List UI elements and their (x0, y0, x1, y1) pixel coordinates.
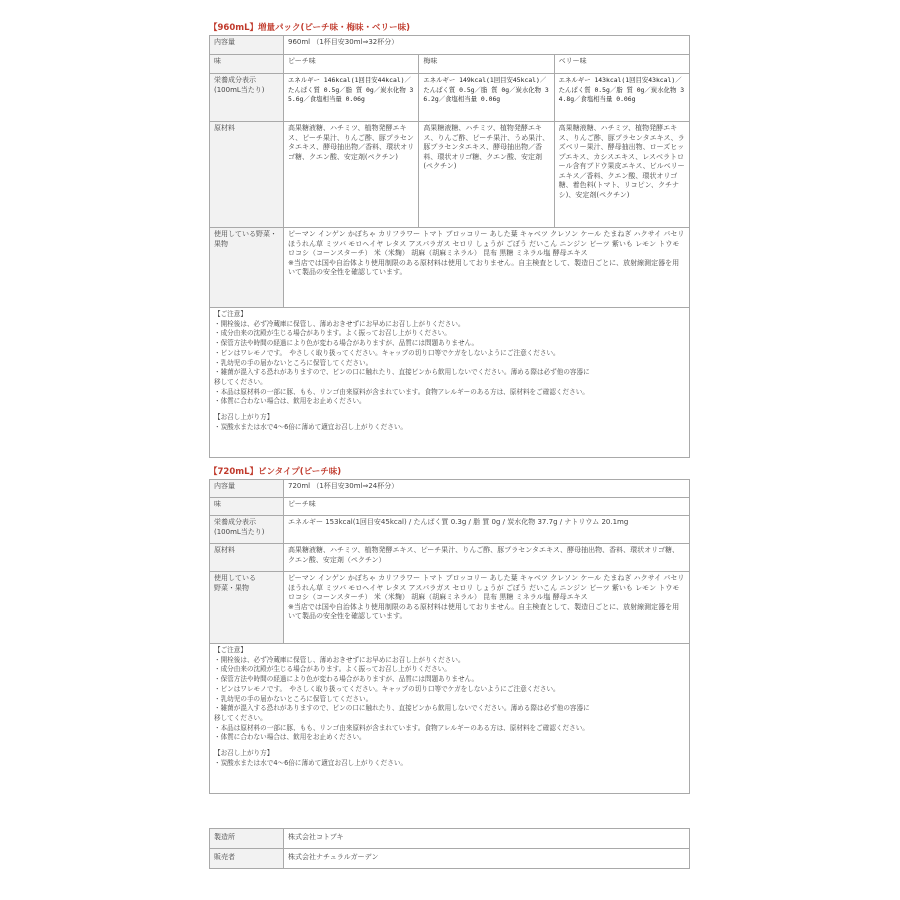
table-row (210, 516, 690, 544)
caution-line: ・保管方法や時間の経過により色が変わる場合がありますが、品質には問題ありません。 (214, 675, 479, 684)
caution-line: ・ビンはワレモノです。 やさしく取り扱ってください。キャップの切り口等でケガをしないようにご注意ください。 (214, 684, 560, 693)
table-row (210, 228, 690, 308)
table-row (210, 498, 690, 516)
ingredients-value-2: 高果糖液糖、ハチミツ、植物発酵エキス、ピーチ果汁、りんご酢、豚プラセンタエキス、酵母抽出物、香料、環状オリゴ糖、クエン酸、安定剤（ペクチン） (284, 544, 690, 572)
caution-heading-2: 【ご注意】 (214, 646, 247, 654)
page-content (209, 0, 690, 869)
nutrition-label: 栄養成分表示 (100mL当たり) (210, 74, 284, 122)
caution-line: ・成分由来の沈殿が生じる場合があります。よく振ってお召し上がりください。 (214, 329, 451, 338)
caution-line: ・開栓後は、必ず冷蔵庫に保管し、薄めおきせずにお早めにお召し上がりください。 (214, 319, 465, 328)
ingredients-label-2: 原材料 (210, 544, 284, 572)
ingredients-berry: 高果糖液糖、ハチミツ、植物発酵エキス、りんご酢、豚プラセンタエキス、ラズベリー果汁、酵母抽出物、ローズヒップエキス、カシスエキス、レスベラトロール含有ブドウ果皮エキス、ビルベリーエキス／香料、クエン酸、環状オリゴ糖、着色料(トマト、リコピン、クチナシ)、安定剤(ペクチン) (554, 122, 689, 228)
veg-value (284, 228, 690, 308)
table-row (210, 480, 690, 498)
caution-heading: 【ご注意】 (214, 310, 247, 318)
caution-line: ・成分由来の沈殿が生じる場合があります。よく振ってお召し上がりください。 (214, 665, 451, 674)
table-row (210, 55, 690, 74)
veg-list: ピーマン インゲン かぼちゃ カリフラワー トマト ブロッコリー あした葉 キャベツ クレソン ケール たまねぎ ハクサイ パセリ ほうれん草 ミツバ モロヘイヤ レタス アスパラガス セロリ しょうが ごぼう だいこん ニンジン ビーツ 紫いも レモン トウモロコシ（コーンスターチ） 米（米麹） 胡麻（胡麻ミネラル） 昆布 黒糖 ミネラル塩 酵母エキス (288, 230, 685, 257)
veg-note-2: ※当店では国や自治体より使用制限のある原材料は使用しておりません。自主検査として、製造日ごとに、放射線測定器を用いて製品の安全性を確認しています。 (288, 602, 680, 620)
caution-line: ・雑菌が混入する恐れがありますので、ビンの口に触れたり、直接ビンから飲用しないでください。薄める際は必ず他の容器に (214, 368, 590, 377)
section-720-title: 【720mL】ビンタイプ(ピーチ味) (209, 467, 342, 477)
howto-text-2: ・炭酸水または水で4〜6倍に薄めて適宜お召し上がりください。 (214, 758, 408, 767)
table-row (210, 544, 690, 572)
howto-text: ・炭酸水または水で4〜6倍に薄めて適宜お召し上がりください。 (214, 422, 408, 431)
nutrition-peach: エネルギー 146kcal(1回目安44kcal)／たんぱく質 0.5g／脂 質 0g／炭水化物 35.6g／食塩相当量 0.06g (284, 74, 419, 122)
table-row (210, 572, 690, 644)
seller-label: 販売者 (210, 849, 284, 869)
flavor-berry: ベリー味 (554, 55, 689, 74)
howto-heading-2: 【お召し上がり方】 (214, 749, 274, 758)
flavor-label-2: 味 (210, 498, 284, 516)
nutrition-ume: エネルギー 149kcal(1回目安45kcal)／たんぱく質 0.5g／脂 質 0g／炭水化物 36.2g／食塩相当量 0.06g (419, 74, 554, 122)
flavor-ume: 梅味 (419, 55, 554, 74)
caution-line: ・本品は原材料の一部に豚、もも、リンゴ由来原料が含まれています。食物アレルギーのある方は、原材料をご確認ください。 (214, 723, 589, 732)
ingredients-peach: 高果糖液糖、ハチミツ、植物発酵エキス、ピーチ果汁、りんご酢、豚プラセンタエキス、酵母抽出物／香料、環状オリゴ糖、クエン酸、安定剤(ペクチン) (284, 122, 419, 228)
flavor-value-2: ピーチ味 (284, 498, 690, 516)
table-row (210, 829, 690, 849)
flavor-peach: ピーチ味 (284, 55, 419, 74)
howto-heading: 【お召し上がり方】 (214, 413, 274, 422)
caution-line: ・乳幼児の手の届かないところに保管してください。 (214, 358, 373, 367)
nutrition-label-2: 栄養成分表示 (100mL当たり) (210, 516, 284, 544)
caution-line: ・開栓後は、必ず冷蔵庫に保管し、薄めおきせずにお早めにお召し上がりください。 (214, 655, 465, 664)
section-960-title: 【960mL】増量パック(ピーチ味・梅味・ベリー味) (209, 23, 410, 33)
caution-line: ・本品は原材料の一部に豚、もも、リンゴ由来原料が含まれています。食物アレルギーのある方は、原材料をご確認ください。 (214, 387, 589, 396)
caution-line: 移してください。 (214, 377, 267, 386)
veg-list-2: ピーマン インゲン かぼちゃ カリフラワー トマト ブロッコリー あした葉 キャベツ クレソン ケール たまねぎ ハクサイ パセリ ほうれん草 ミツバ モロヘイヤ レタス アスパラガス セロリ しょうが ごぼう だいこん ニンジン ビーツ 紫いも レモン トウモロコシ（コーンスターチ） 米（米麹） 胡麻（胡麻ミネラル） 昆布 黒糖 ミネラル塩 酵母エキス (288, 574, 685, 601)
nutrition-berry: エネルギー 143kcal(1回目安43kcal)／たんぱく質 0.5g／脂 質 0g／炭水化物 34.8g／食塩相当量 0.06g (554, 74, 689, 122)
nutrition-value-2: エネルギー 153kcal(1回目安45kcal) / たんぱく質 0.3g / 脂 質 0g / 炭水化物 37.7g / ナトリウム 20.1mg (284, 516, 690, 544)
table-row (210, 36, 690, 55)
flavor-label: 味 (210, 55, 284, 74)
caution-line: ・保管方法や時間の経過により色が変わる場合がありますが、品質には問題ありません。 (214, 339, 479, 348)
veg-value-2 (284, 572, 690, 644)
caution-line: ・ビンはワレモノです。 やさしく取り扱ってください。キャップの切り口等でケガをしないようにご注意ください。 (214, 348, 560, 357)
volume-label-2: 内容量 (210, 480, 284, 498)
caution-line: ・乳幼児の手の届かないところに保管してください。 (214, 694, 373, 703)
caution-line: ・雑菌が混入する恐れがありますので、ビンの口に触れたり、直接ビンから飲用しないでください。薄める際は必ず他の容器に (214, 704, 590, 713)
veg-note: ※当店では国や自治体より使用制限のある原材料は使用しておりません。自主検査として、製造日ごとに、放射線測定器を用いて製品の安全性を確認しています。 (288, 258, 680, 276)
section-720-table (209, 479, 690, 644)
caution-line: ・体質に合わない場合は、飲用をお止めください。 (214, 733, 366, 742)
veg-label-2: 使用している 野菜・果物 (210, 572, 284, 644)
mfr-label: 製造所 (210, 829, 284, 849)
ingredients-label: 原材料 (210, 122, 284, 228)
caution-line: ・体質に合わない場合は、飲用をお止めください。 (214, 397, 366, 406)
volume-value: 960ml （1杯目安30ml⇒32杯分） (284, 36, 690, 55)
maker-table (209, 828, 690, 869)
volume-value-2: 720ml （1杯目安30ml⇒24杯分） (284, 480, 690, 498)
table-row (210, 849, 690, 869)
seller-value: 株式会社ナチュラルガーデン (284, 849, 690, 869)
volume-label: 内容量 (210, 36, 284, 55)
caution-box-2 (209, 644, 690, 794)
ingredients-ume: 高果糖液糖、ハチミツ、植物発酵エキス、りんご酢、ピーチ果汁、うめ果汁、豚プラセンタエキス、酵母抽出物／香料、環状オリゴ糖、クエン酸、安定剤(ペクチン) (419, 122, 554, 228)
table-row (210, 122, 690, 228)
caution-box (209, 308, 690, 458)
mfr-value: 株式会社コトブキ (284, 829, 690, 849)
veg-label: 使用している野菜・果物 (210, 228, 284, 308)
table-row (210, 74, 690, 122)
caution-line: 移してください。 (214, 713, 267, 722)
section-960-table (209, 35, 690, 308)
